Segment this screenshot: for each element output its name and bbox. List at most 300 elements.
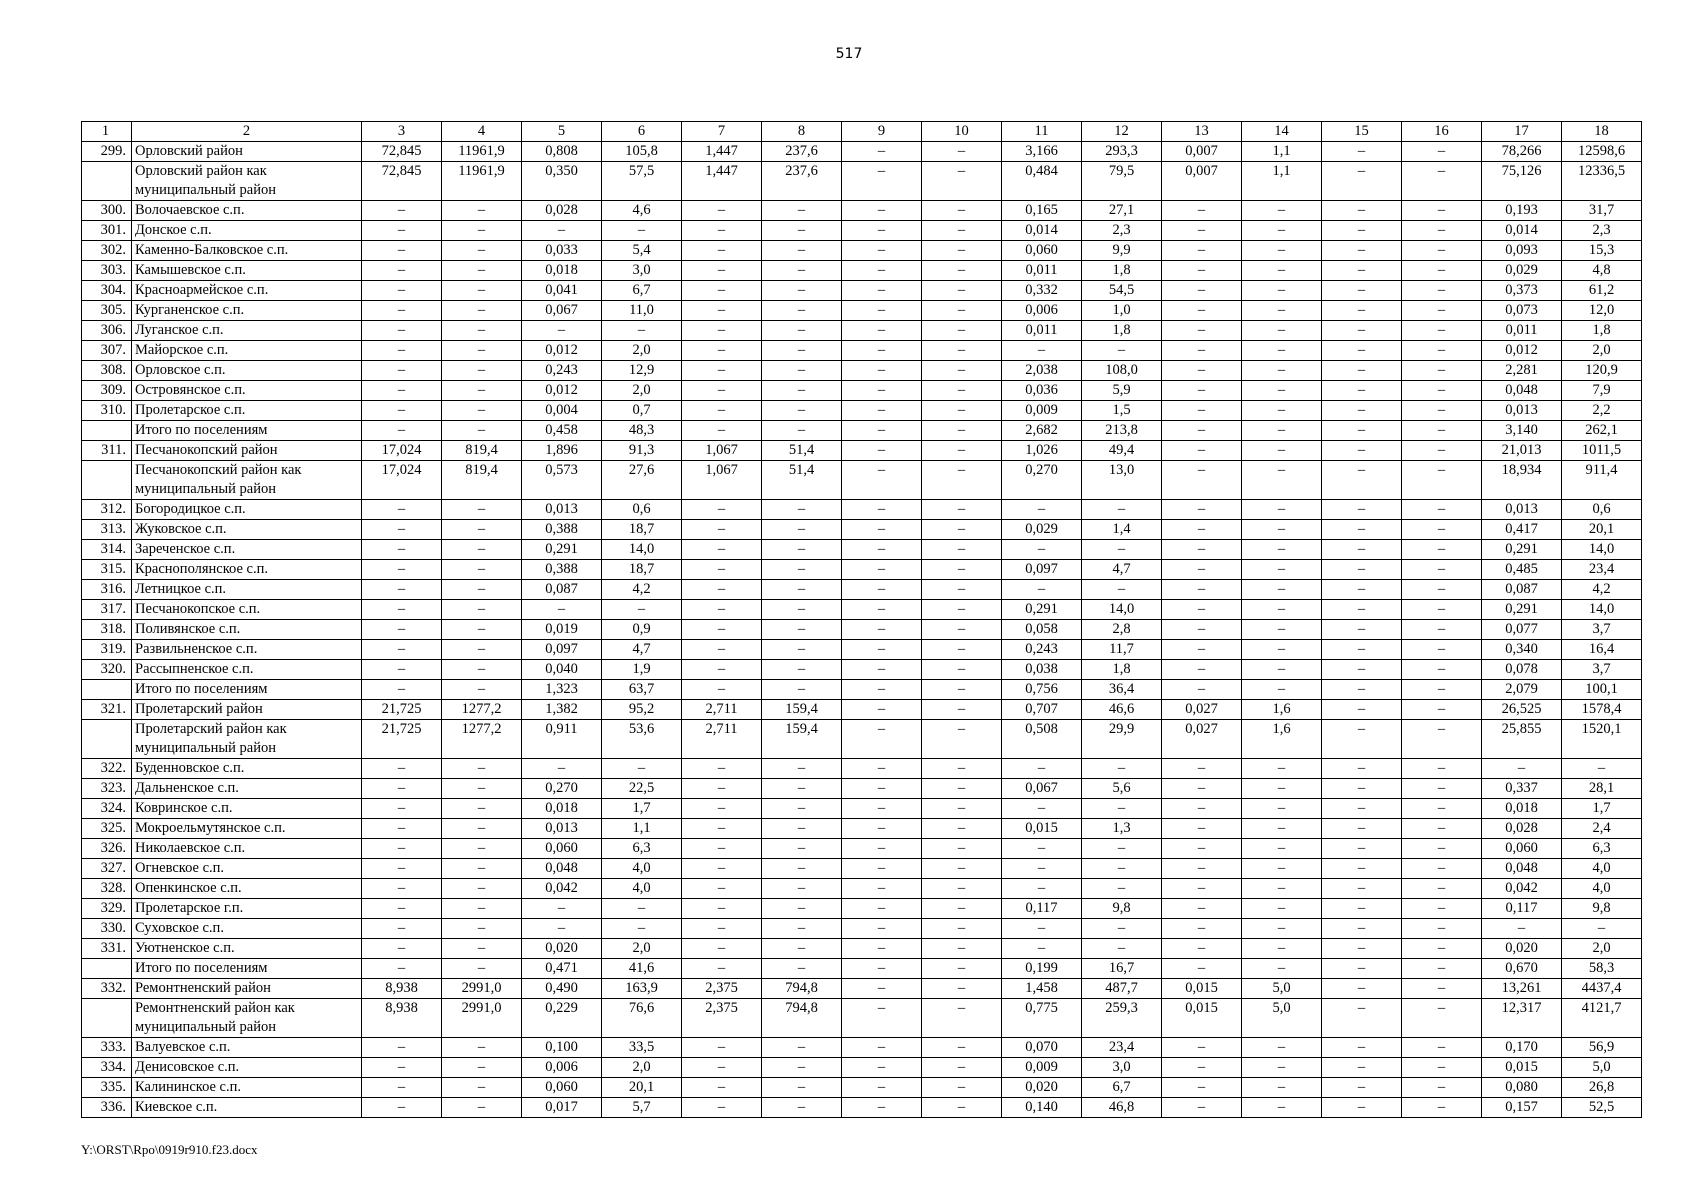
table-cell: – — [842, 281, 922, 301]
table-cell: 49,4 — [1082, 441, 1162, 461]
table-cell: – — [1402, 540, 1482, 560]
table-cell: – — [442, 919, 522, 939]
table-cell: Каменно-Балковское с.п. — [132, 241, 362, 261]
table-cell: – — [762, 1078, 842, 1098]
table-cell: 8,938 — [362, 979, 442, 999]
table-cell — [82, 461, 132, 500]
table-cell: – — [362, 221, 442, 241]
table-cell: – — [1402, 979, 1482, 999]
table-cell: – — [922, 939, 1002, 959]
table-cell: – — [1402, 241, 1482, 261]
table-cell: – — [442, 221, 522, 241]
table-cell: 0,291 — [1002, 600, 1082, 620]
table-cell: 5,6 — [1082, 779, 1162, 799]
table-cell: – — [1002, 540, 1082, 560]
table-cell: Зареченское с.п. — [132, 540, 362, 560]
table-cell: – — [682, 899, 762, 919]
table-cell: – — [1322, 540, 1402, 560]
table-row — [82, 441, 1642, 461]
table-cell: 312. — [82, 500, 132, 520]
table-cell: 0,007 — [1162, 162, 1242, 201]
table-cell: 0,508 — [1002, 720, 1082, 759]
table-cell: – — [362, 1078, 442, 1098]
table-cell: – — [362, 779, 442, 799]
table-cell: 0,015 — [1002, 819, 1082, 839]
header-cell: 3 — [362, 122, 442, 142]
table-cell: – — [1322, 700, 1402, 720]
table-cell: Ремонтненский район как муниципальный район — [132, 999, 362, 1038]
table-cell: – — [842, 241, 922, 261]
table-cell: – — [762, 381, 842, 401]
table-cell: 293,3 — [1082, 142, 1162, 162]
table-cell: 314. — [82, 540, 132, 560]
table-cell: – — [842, 441, 922, 461]
table-cell: – — [842, 620, 922, 640]
table-cell: – — [1162, 919, 1242, 939]
table-cell: – — [682, 759, 762, 779]
table-row — [82, 221, 1642, 241]
table-cell: – — [362, 879, 442, 899]
table-cell: 0,087 — [1482, 580, 1562, 600]
table-cell: – — [762, 759, 842, 779]
table-cell: – — [1162, 939, 1242, 959]
table-cell: 12,0 — [1562, 301, 1642, 321]
table-cell: 0,018 — [522, 261, 602, 281]
table-cell: – — [842, 839, 922, 859]
table-cell: – — [682, 959, 762, 979]
table-cell: 28,1 — [1562, 779, 1642, 799]
table-cell: 0,009 — [1002, 401, 1082, 421]
table-cell: – — [682, 341, 762, 361]
table-cell: – — [842, 959, 922, 979]
table-cell: 0,243 — [522, 361, 602, 381]
table-cell: 0,077 — [1482, 620, 1562, 640]
table-cell: – — [682, 1038, 762, 1058]
table-cell: 13,0 — [1082, 461, 1162, 500]
table-cell: 18,7 — [602, 520, 682, 540]
table-cell: – — [1242, 1098, 1322, 1118]
table-cell: – — [1402, 560, 1482, 580]
table-row — [82, 201, 1642, 221]
table-cell: 0,004 — [522, 401, 602, 421]
table-cell: 4,0 — [602, 859, 682, 879]
table-row — [82, 799, 1642, 819]
table-cell: – — [1242, 1058, 1322, 1078]
table-cell: – — [1322, 321, 1402, 341]
table-cell: – — [842, 919, 922, 939]
table-cell: 1,1 — [1242, 162, 1322, 201]
table-cell: 41,6 — [602, 959, 682, 979]
table-cell: 318. — [82, 620, 132, 640]
table-cell: – — [922, 660, 1002, 680]
table-cell: 1,8 — [1562, 321, 1642, 341]
table-cell: – — [922, 700, 1002, 720]
table-cell: – — [842, 401, 922, 421]
table-row — [82, 759, 1642, 779]
table-cell: 307. — [82, 341, 132, 361]
table-cell: – — [1162, 421, 1242, 441]
table-cell: 316. — [82, 580, 132, 600]
table-cell: – — [1322, 421, 1402, 441]
table-cell: 16,7 — [1082, 959, 1162, 979]
table-cell: – — [682, 640, 762, 660]
table-cell: 2,0 — [602, 341, 682, 361]
table-cell: 0,573 — [522, 461, 602, 500]
table-cell: 53,6 — [602, 720, 682, 759]
table-cell: 72,845 — [362, 142, 442, 162]
table-cell: – — [1322, 381, 1402, 401]
table-cell: – — [442, 560, 522, 580]
table-cell: 2,079 — [1482, 680, 1562, 700]
table-cell: 5,0 — [1562, 1058, 1642, 1078]
table-cell: – — [922, 162, 1002, 201]
table-cell: – — [842, 1078, 922, 1098]
table-cell: 13,261 — [1482, 979, 1562, 999]
table-cell: 3,166 — [1002, 142, 1082, 162]
table-cell: – — [362, 580, 442, 600]
table-cell: – — [1242, 759, 1322, 779]
table-cell: – — [682, 839, 762, 859]
table-cell: – — [362, 321, 442, 341]
table-cell: 26,8 — [1562, 1078, 1642, 1098]
table-cell: – — [682, 401, 762, 421]
table-cell — [82, 999, 132, 1038]
table-cell: – — [442, 301, 522, 321]
table-cell: – — [762, 540, 842, 560]
table-cell: 794,8 — [762, 979, 842, 999]
table-cell: – — [922, 1058, 1002, 1078]
table-cell: 237,6 — [762, 162, 842, 201]
table-cell: 0,417 — [1482, 520, 1562, 540]
table-cell: – — [1082, 759, 1162, 779]
table-cell: – — [1162, 1098, 1242, 1118]
table-cell: 0,388 — [522, 520, 602, 540]
table-row — [82, 381, 1642, 401]
table-cell: – — [762, 939, 842, 959]
table-cell: – — [362, 261, 442, 281]
table-cell: – — [442, 421, 522, 441]
table-cell: – — [1242, 1078, 1322, 1098]
table-cell: – — [522, 919, 602, 939]
table-cell: 0,229 — [522, 999, 602, 1038]
table-cell: – — [922, 1098, 1002, 1118]
table-row — [82, 461, 1642, 500]
table-cell: 12,9 — [602, 361, 682, 381]
table-cell: – — [842, 381, 922, 401]
table-cell: 308. — [82, 361, 132, 381]
table-cell: 2,0 — [1562, 939, 1642, 959]
table-cell: – — [1242, 281, 1322, 301]
table-cell: 21,013 — [1482, 441, 1562, 461]
table-cell: – — [922, 401, 1002, 421]
table-cell: 1,1 — [1242, 142, 1322, 162]
table-cell: – — [682, 859, 762, 879]
table-cell: 0,006 — [1002, 301, 1082, 321]
table-cell: – — [762, 859, 842, 879]
table-cell: 1,5 — [1082, 401, 1162, 421]
table-cell: – — [1402, 441, 1482, 461]
table-cell: 819,4 — [442, 441, 522, 461]
table-cell: – — [922, 281, 1002, 301]
table-cell: 315. — [82, 560, 132, 580]
table-cell: 3,0 — [602, 261, 682, 281]
table-cell: 2,0 — [1562, 341, 1642, 361]
table-cell: – — [522, 321, 602, 341]
table-cell: – — [1242, 799, 1322, 819]
table-cell: – — [1242, 660, 1322, 680]
table-cell: – — [762, 839, 842, 859]
table-cell: 1,9 — [602, 660, 682, 680]
table-cell: 0,058 — [1002, 620, 1082, 640]
table-cell: – — [1002, 500, 1082, 520]
table-cell: Песчанокопский район — [132, 441, 362, 461]
header-cell: 9 — [842, 122, 922, 142]
table-cell: – — [762, 201, 842, 221]
table-cell: – — [682, 560, 762, 580]
table-cell: – — [682, 321, 762, 341]
table-cell: – — [682, 201, 762, 221]
table-cell: 20,1 — [602, 1078, 682, 1098]
table-cell: – — [842, 600, 922, 620]
table-cell: 0,027 — [1162, 700, 1242, 720]
table-cell: – — [762, 221, 842, 241]
table-cell: – — [682, 879, 762, 899]
table-cell: – — [1162, 779, 1242, 799]
table-cell: 0,911 — [522, 720, 602, 759]
table-cell: 819,4 — [442, 461, 522, 500]
table-cell — [82, 162, 132, 201]
table-cell: – — [1402, 799, 1482, 819]
table-cell: 11961,9 — [442, 142, 522, 162]
table-cell: 7,9 — [1562, 381, 1642, 401]
table-row — [82, 1098, 1642, 1118]
table-cell: – — [682, 779, 762, 799]
table-cell: – — [1162, 241, 1242, 261]
table-row — [82, 979, 1642, 999]
data-table — [81, 121, 1642, 1118]
table-cell: – — [682, 361, 762, 381]
table-cell: – — [1322, 919, 1402, 939]
table-cell: 317. — [82, 600, 132, 620]
table-cell: 1011,5 — [1562, 441, 1642, 461]
table-cell: 1,8 — [1082, 261, 1162, 281]
table-cell: 328. — [82, 879, 132, 899]
table-cell: 0,193 — [1482, 201, 1562, 221]
table-cell: – — [922, 441, 1002, 461]
table-cell: 33,5 — [602, 1038, 682, 1058]
table-cell: – — [362, 381, 442, 401]
table-cell: 1,458 — [1002, 979, 1082, 999]
table-cell: 911,4 — [1562, 461, 1642, 500]
table-cell: 0,029 — [1002, 520, 1082, 540]
table-cell: – — [1002, 879, 1082, 899]
table-cell: – — [682, 919, 762, 939]
table-cell: 0,165 — [1002, 201, 1082, 221]
table-cell: – — [762, 1038, 842, 1058]
header-cell: 2 — [132, 122, 362, 142]
table-cell: 305. — [82, 301, 132, 321]
table-cell: – — [1162, 381, 1242, 401]
table-cell: 18,934 — [1482, 461, 1562, 500]
table-cell: – — [762, 301, 842, 321]
table-cell: 237,6 — [762, 142, 842, 162]
table-cell: – — [1242, 819, 1322, 839]
table-cell: – — [1322, 720, 1402, 759]
table-cell: 320. — [82, 660, 132, 680]
table-cell: 0,015 — [1162, 979, 1242, 999]
table-cell: – — [1162, 560, 1242, 580]
table-cell: – — [1402, 939, 1482, 959]
table-cell: – — [1242, 680, 1322, 700]
table-row — [82, 660, 1642, 680]
table-cell: – — [362, 919, 442, 939]
table-cell: – — [842, 859, 922, 879]
table-cell: 27,1 — [1082, 201, 1162, 221]
table-cell: 75,126 — [1482, 162, 1562, 201]
table-cell: 309. — [82, 381, 132, 401]
table-row — [82, 301, 1642, 321]
table-cell: Майорское с.п. — [132, 341, 362, 361]
table-cell: 16,4 — [1562, 640, 1642, 660]
table-cell: 14,0 — [1562, 600, 1642, 620]
table-cell: – — [442, 381, 522, 401]
table-cell: – — [922, 301, 1002, 321]
table-cell: – — [442, 500, 522, 520]
table-cell: – — [1082, 859, 1162, 879]
table-cell: – — [362, 819, 442, 839]
table-cell: 0,097 — [1002, 560, 1082, 580]
table-cell: – — [602, 321, 682, 341]
table-cell: – — [762, 520, 842, 540]
table-cell: – — [442, 321, 522, 341]
table-cell: – — [1162, 401, 1242, 421]
table-cell: – — [762, 401, 842, 421]
table-cell: – — [1402, 720, 1482, 759]
table-cell: – — [1162, 500, 1242, 520]
table-row — [82, 779, 1642, 799]
table-cell: – — [1162, 959, 1242, 979]
table-cell: 0,373 — [1482, 281, 1562, 301]
table-cell: 0,006 — [522, 1058, 602, 1078]
table-cell: – — [1162, 1078, 1242, 1098]
table-cell: – — [1242, 241, 1322, 261]
table-cell: 14,0 — [1082, 600, 1162, 620]
table-cell: 0,087 — [522, 580, 602, 600]
table-row — [82, 500, 1642, 520]
table-cell: – — [1322, 660, 1402, 680]
table-row — [82, 819, 1642, 839]
table-cell: Ковринское с.п. — [132, 799, 362, 819]
table-cell: – — [762, 261, 842, 281]
table-cell: Островянское с.п. — [132, 381, 362, 401]
table-cell: 0,350 — [522, 162, 602, 201]
table-cell: – — [922, 999, 1002, 1038]
table-cell: – — [1322, 979, 1402, 999]
table-cell: – — [1402, 1038, 1482, 1058]
table-cell: 0,038 — [1002, 660, 1082, 680]
table-row — [82, 580, 1642, 600]
table-cell: – — [1402, 919, 1482, 939]
table-cell: – — [1002, 859, 1082, 879]
table-cell: – — [842, 660, 922, 680]
table-cell: – — [842, 640, 922, 660]
table-cell: – — [842, 759, 922, 779]
table-cell: – — [1402, 660, 1482, 680]
table-cell: 0,020 — [1482, 939, 1562, 959]
page-number: 517 — [835, 46, 863, 62]
table-cell: 6,7 — [602, 281, 682, 301]
table-cell: 46,6 — [1082, 700, 1162, 720]
table-cell: 1,067 — [682, 461, 762, 500]
table-cell: 259,3 — [1082, 999, 1162, 1038]
table-cell: – — [1322, 640, 1402, 660]
table-cell: 36,4 — [1082, 680, 1162, 700]
table-cell: 1,3 — [1082, 819, 1162, 839]
table-cell: – — [1402, 879, 1482, 899]
table-cell: – — [922, 421, 1002, 441]
table-cell: – — [522, 759, 602, 779]
table-cell: Итого по поселениям — [132, 959, 362, 979]
table-body — [82, 122, 1642, 1118]
table-cell: – — [922, 560, 1002, 580]
table-cell: Пролетарское г.п. — [132, 899, 362, 919]
table-cell: – — [1402, 421, 1482, 441]
footer-file-path: Y:\ORST\Rpo\0919r910.f23.docx — [81, 1142, 258, 1157]
table-cell: 4,6 — [602, 201, 682, 221]
table-cell: 5,0 — [1242, 979, 1322, 999]
header-cell: 11 — [1002, 122, 1082, 142]
table-cell: Краснополянское с.п. — [132, 560, 362, 580]
table-cell: – — [842, 1098, 922, 1118]
table-cell: – — [442, 779, 522, 799]
table-cell: – — [362, 241, 442, 261]
table-cell: – — [842, 779, 922, 799]
table-cell: 0,117 — [1002, 899, 1082, 919]
table-cell: – — [922, 201, 1002, 221]
table-row — [82, 720, 1642, 759]
table-cell: – — [922, 959, 1002, 979]
table-cell: – — [1322, 759, 1402, 779]
table-cell: 1,8 — [1082, 660, 1162, 680]
table-cell: – — [922, 899, 1002, 919]
table-cell: 17,024 — [362, 461, 442, 500]
table-cell: – — [922, 221, 1002, 241]
table-cell: – — [362, 560, 442, 580]
table-cell: 0,028 — [1482, 819, 1562, 839]
table-cell: 1277,2 — [442, 720, 522, 759]
table-cell: – — [922, 261, 1002, 281]
table-cell: 0,093 — [1482, 241, 1562, 261]
table-cell: 0,013 — [522, 819, 602, 839]
table-cell: – — [842, 1058, 922, 1078]
table-cell: – — [762, 241, 842, 261]
table-cell: – — [1402, 201, 1482, 221]
header-cell: 4 — [442, 122, 522, 142]
table-cell: 0,015 — [1162, 999, 1242, 1038]
table-cell: – — [922, 321, 1002, 341]
table-cell: 0,012 — [522, 381, 602, 401]
table-cell: – — [362, 660, 442, 680]
table-row — [82, 162, 1642, 201]
table-cell: – — [1402, 321, 1482, 341]
table-cell: 324. — [82, 799, 132, 819]
table-cell: – — [1162, 799, 1242, 819]
table-cell: – — [1242, 1038, 1322, 1058]
table-cell: 100,1 — [1562, 680, 1642, 700]
table-cell: 0,067 — [522, 301, 602, 321]
table-cell: – — [1402, 600, 1482, 620]
table-cell: 52,5 — [1562, 1098, 1642, 1118]
